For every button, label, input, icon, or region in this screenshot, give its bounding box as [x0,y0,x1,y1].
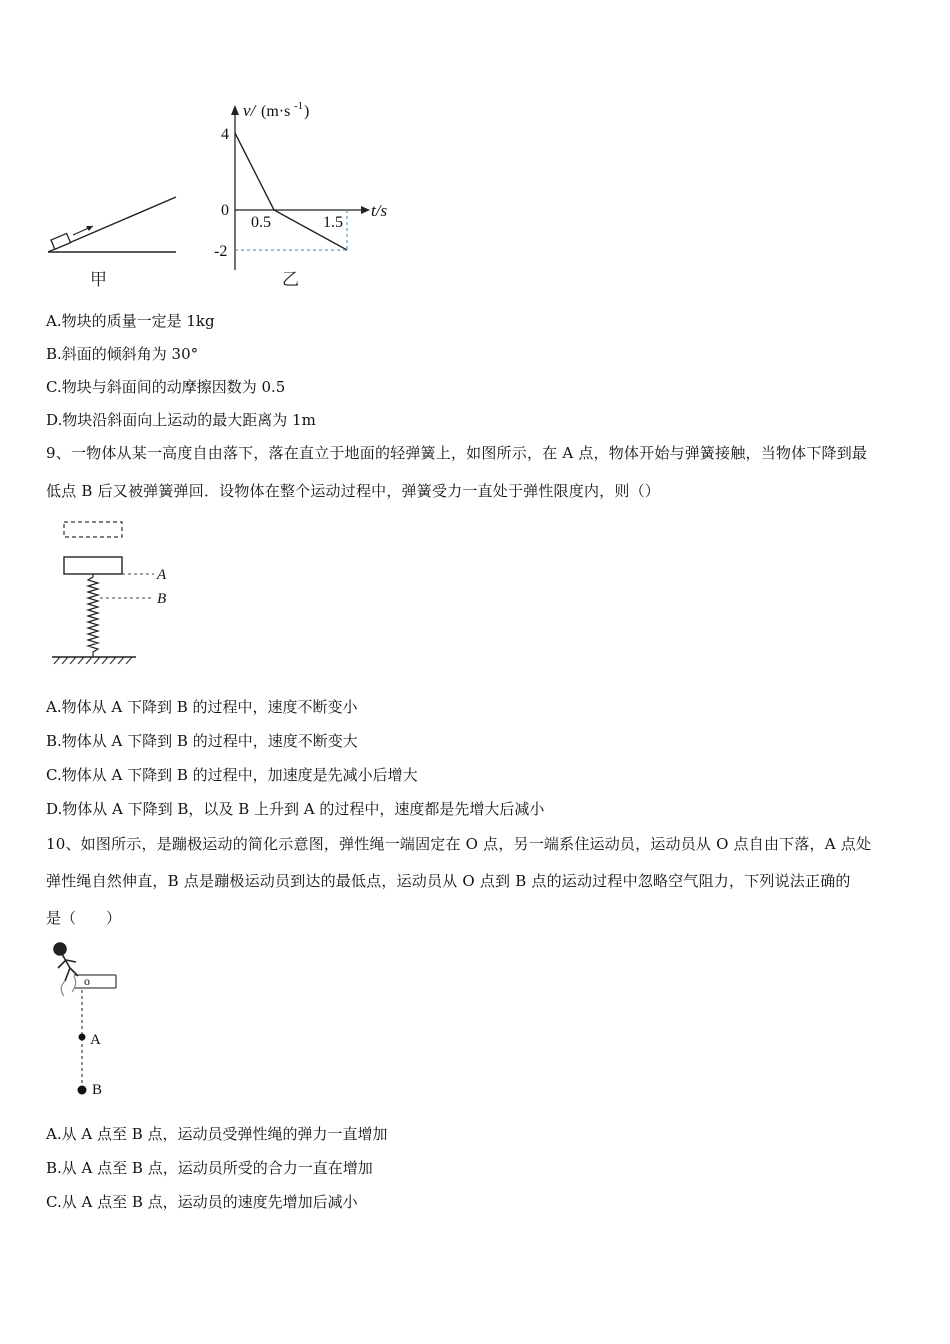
q8-option-c: C.物块与斜面间的动摩擦因数为 0.5 [46,378,286,396]
tick-v-0: 0 [221,202,229,219]
block [64,557,122,574]
q9-option-d: D.物体从 A 下降到 B，以及 B 上升到 A 的过程中，速度都是先增大后减小 [46,800,545,818]
point-b [78,1086,87,1095]
dashed-block [64,522,122,537]
v-axis-arrow [231,105,239,115]
t-axis-label: t/s [371,201,388,220]
label-a: A [157,567,167,583]
incline-figure [40,185,190,295]
label-b: B [92,1082,103,1098]
jumper-figure [54,943,78,996]
q9-stem-line1: 9、一物体从某一高度自由落下，落在直立于地面的轻弹簧上，如图所示，在 A 点，物体开始与弹簧接触，当物体下降到最 [46,444,868,462]
tick-v-4: 4 [221,126,229,143]
q9-stem-line2: 低点 B 后又被弹簧弹回．设物体在整个运动过程中，弹簧受力一直处于弹性限度内，则（） [46,482,660,500]
q10-stem-line3: 是（ ） [46,909,122,927]
vt-graph [205,95,405,295]
q10-stem-line2: 弹性绳自然伸直，B 点是蹦极运动员到达的最低点，运动员从 O 点到 B 点的运动过程中忽略空气阻力，下列说法正确的 [46,872,851,890]
q9-option-a: A.物体从 A 下降到 B 的过程中，速度不断变小 [46,698,358,716]
q10-option-c: C.从 A 点至 B 点，运动员的速度先增加后减小 [46,1193,358,1211]
q8-option-a: A.物块的质量一定是 1kg [46,312,215,330]
label-a: A [90,1032,101,1048]
q8-option-b: B.斜面的倾斜角为 30° [46,345,199,363]
spring-figure [48,515,188,670]
q10-stem-line1: 10、如图所示，是蹦极运动的简化示意图，弹性绳一端固定在 O 点，另一端系住运动员，运动员从 O 点自由下落，A 点处 [46,835,872,853]
q10-option-a: A.从 A 点至 B 点，运动员受弹性绳的弹力一直增加 [46,1125,388,1143]
label-b: B [157,591,167,607]
tick-t-0.5: 0.5 [251,214,271,231]
caption-yi: 乙 [282,270,299,290]
point-a [79,1034,86,1041]
v-axis-label: v/ [243,101,256,120]
q8-option-d: D.物块沿斜面向上运动的最大距离为 1m [46,411,316,429]
q9-option-b: B.物体从 A 下降到 B 的过程中，速度不断变大 [46,732,358,750]
caption-jia: 甲 [90,270,107,290]
spring [88,574,98,657]
tick-t-1.5: 1.5 [323,214,343,231]
t-axis-arrow [361,206,370,214]
label-o: o [84,974,90,988]
bungee-figure [44,938,134,1103]
q9-option-c: C.物体从 A 下降到 B 的过程中，加速度是先减小后增大 [46,766,418,784]
q10-option-b: B.从 A 点至 B 点，运动员所受的合力一直在增加 [46,1159,373,1177]
v-axis-unit-close: ) [304,103,310,120]
v-axis-unit-exp: -1 [294,100,304,112]
block [51,233,71,249]
tick-v-minus2: -2 [214,243,228,260]
velocity-line [235,133,347,250]
v-axis-unit: (m·s [261,103,291,120]
ground-hatch [54,657,132,664]
